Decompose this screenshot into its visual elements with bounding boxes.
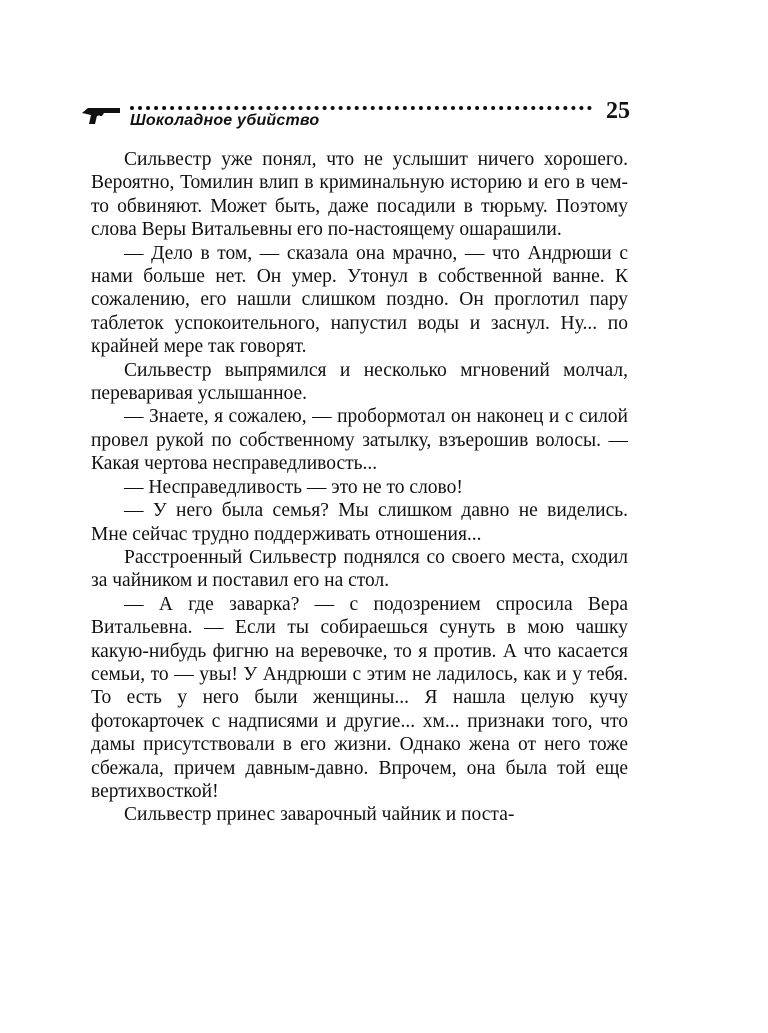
paragraph: — Знаете, я сожалею, — пробормотал он наконец и с силой провел рукой по собственному затылку, взъерошив волосы. — Какая чертова несправедливость... (91, 406, 628, 475)
paragraph: — У него была семья? Мы слишком давно не виделись. Мне сейчас трудно поддерживать отношения... (91, 500, 628, 545)
text-body (91, 148, 628, 827)
header-dotted-rule (130, 106, 592, 110)
revolver-icon (80, 104, 124, 126)
page-number: 25 (606, 98, 630, 124)
paragraph: Расстроенный Сильвестр поднялся со своего места, сходил за чайником и поставил его на стол. (91, 546, 628, 592)
running-title: Шоколадное убийство (130, 112, 320, 129)
paragraph: Сильвестр уже понял, что не услышит ничего хорошего. Вероятно, Томилин влип в криминальную историю и его в чем-то обвиняют. Может быть, даже посадили в тюрьму. Поэтому слова Веры Витальевны его по-настоящему ошарашили. (91, 149, 628, 241)
page-header (80, 98, 632, 138)
paragraph: — Дело в том, — сказала она мрачно, — что Андрюши с нами больше нет. Он умер. Утонул в собственной ванне. К сожалению, его нашли слишком поздно. Он проглотил пару таблеток успокоительного, напустил воды и заснул. Ну... по крайней мере так говорят. (91, 242, 628, 358)
paragraph: Сильвестр принес заварочный чайник и поста- (124, 804, 515, 826)
paragraph: Сильвестр выпрямился и несколько мгновений молчал, переваривая услышанное. (91, 359, 628, 405)
paragraph: — Несправедливость — это не то слово! (124, 476, 463, 498)
paragraph: — А где заварка? — с подозрением спросила Вера Витальевна. — Если ты собираешься сунуть в мою чашку какую-нибудь фигню на веревочке, то я против. А что касается семьи, то — увы! У Андрюши с этим не ладилось, как и у тебя. То есть у него были женщины... Я нашла целую кучу фотокарточек с надписями и другие... хм... признаки того, что дамы присутствовали в его жизни. Однако жена от него тоже сбежала, причем давным-давно. Впрочем, она была той еще вертихвосткой! (91, 593, 628, 802)
